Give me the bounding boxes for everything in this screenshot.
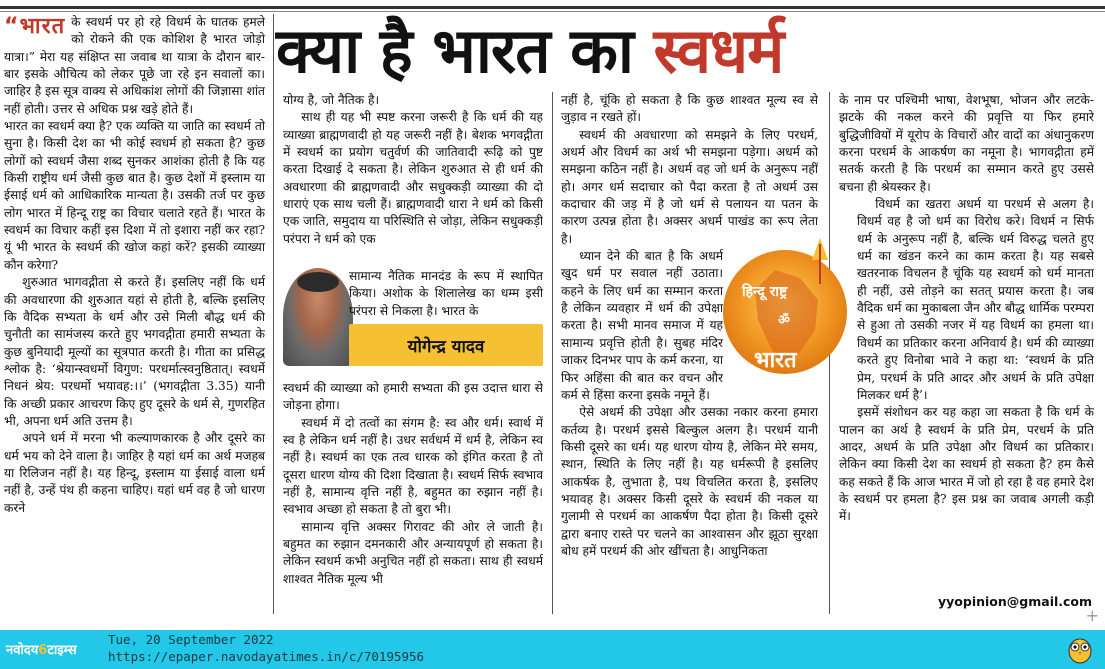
author-email: yyopinion@gmail.com: [938, 594, 1093, 609]
paragraph: सामान्य वृत्ति अक्सर गिरावट की ओर ले जाती है। बहुमत का रुझान दमनकारी और अन्यायपूर्ण हो सकता है। लेकिन स्वधर्म कभी अनुचित नहीं हो सकता। साथ ही स्वधर्म शाश्वत नैतिक मूल्य भी: [283, 519, 543, 586]
emblem-title: हिन्दू राष्ट्र: [742, 284, 788, 300]
header-rule-thin: [0, 11, 1105, 12]
paragraph: शुरुआत भागवद्गीता से करते हैं। इसलिए नहीं कि धर्म की अवधारणा की शुरुआत यहां से होती है, बल्कि इसलिए कि वैदिक सभ्यता के धर्म और उसे मिली बौद्ध धर्म की चुनौती का सामंजस्य करते हुए भगवद्गीता हमारी सभ्यता के कुछ बुनियादी मूल्यों का सूत्रपात करती है। गीता का प्रसिद्ध श्लोक है: ‘श्रेयान्स्वधर्मो विगुण: परधर्मात्स्वनुष्ठितात्। स्वधर्मे निधनं श्रेय: परधर्मो भयावह:।।’ (भगवद्गीता 3.35) यानी कि अच्छी प्रकार आचरण किए हुए दूसरे के धर्म से, गुणरहित भी, अपना धर्म अति उत्तम है।: [4, 275, 265, 428]
paragraph: विधर्म का खतरा अधर्म या परधर्म से अलग है। विधर्म वह है जो धर्म का विरोध करे। विधर्म न सिर्फ धर्म के अनुरूप नहीं है, बल्कि धर्म विरुद्ध चलते हुए धर्म का खंडन करने का काम करता है। यह सबसे खतरनाक विचलन है चूंकि यह स्वधर्म को धर्म मानता ही नहीं, उसे तोड़ने का सतत् प्रयास करता है। जब वैदिक धर्म का मुकाबला जैन और बौद्ध धार्मिक परम्परा से हुआ तो उसकी नजर में यह विधर्म का हमला था। विधर्म का प्रतिकार करना अनिवार्य है। धर्म की व्याख्या करते हुए विनोबा भावे ने कहा था: ‘स्वधर्म के प्रति प्रेम, परधर्म के प्रति आदर और अधर्म के प्रति उपेक्षा मिलकर धर्म है’।: [857, 197, 1094, 402]
header-rule: [0, 6, 1105, 9]
paragraph: ध्यान देने की बात है कि अधर्म खुद धर्म पर सवाल नहीं उठाता। कहने के लिए धर्म का सम्मान करता है लेकिन व्यवहार में धर्म की उपेक्षा करता है। सभी मानव समाज में यह सामान्य प्रवृत्ति होती है। सुबह मंदिर जाकर दिनभर पाप के कर्म करना, या फिर अहिंसा की बात कर वचन और कर्म से हिंसा करना इसके नमूने हैं।: [561, 249, 723, 402]
article-headline: [276, 14, 1096, 88]
paragraph: ऐसे अधर्म की उपेक्षा और उसका नकार करना हमारा कर्तव्य है। परधर्म इससे बिल्कुल अलग है। परधर्म यानी किसी दूसरे का धर्म। यह धारण योग्य है, लेकिन मेरे समय, स्थान, स्थिति के लिए नहीं है। यह धर्मरूपी है इसलिए आकर्षक है, लुभाता है, पथ विचलित करता है, इसलिए भयावह है। अक्सर किसी दूसरे के स्वधर्म की नकल या गुलामी से परधर्म का आकर्षण पैदा होता है। किसी दूसरे द्वारा बनाए रास्ते पर चलने का आश्वासन और झूठा सुरक्षा बोध हमें परधर्म की ओर खींचता है। आधुनिकता: [561, 405, 818, 558]
author-photo: [283, 268, 353, 366]
article-column-4: [839, 92, 1094, 600]
paragraph: स्वधर्म में दो तत्वों का संगम है: स्व और धर्म। स्वार्थ में स्व है लेकिन धर्म नहीं है। उधर सर्वधर्म में धर्म है, लेकिन स्व नहीं है। स्वधर्म का एक तत्व धारक को इंगित करता है तो दूसरा धारण योग्य की दिशा दिखाता है। स्वधर्म सिर्फ स्वभाव नहीं है, सामान्य वृत्ति नहीं है, बहुमत का रुझान नहीं है। स्वभाव अच्छा हो सकता है तो बुरा भी।: [283, 415, 543, 517]
author-box: [283, 268, 543, 370]
paragraph: स्वधर्म की अवधारणा को समझने के लिए परधर्म, अधर्म और विधर्म का अर्थ भी समझना पड़ेगा। अधर्म को समझना कठिन नहीं है। अधर्म वह जो धर्म के अनुरूप नहीं हो। अगर धर्म सदाचार को पैदा करता है तो अधर्म उस कदाचार की जड़ में है जो धर्म से पलायन या पतन के कारण उत्पन्न होता है। अक्सर अधर्म पाखंड का रूप लेता है।: [561, 127, 818, 246]
author-name-bar: [349, 324, 543, 366]
lead-quote: “भारत: [4, 14, 66, 39]
owl-icon[interactable]: [1065, 634, 1095, 664]
brand-number: 6: [38, 643, 48, 658]
paragraph: साथ ही यह भी स्पष्ट करना जरूरी है कि धर्म की यह व्याख्या ब्राह्मणवादी हो यह जरूरी नहीं है। बेशक भगवद्गीता में स्वधर्म का प्रयोग चतुर्वर्ण की जातिवादी रूढ़ि को पुष्ट करता दिखाई दे सकता है। लेकिन शुरुआत से ही धर्म की अवधारणा की ब्राह्मणवादी और सधुक्कड़ी व्याख्या की दो धाराएं एक साथ चली हैं। ब्राह्मणवादी धारा ने धर्म को किसी एक जाति, समुदाय या परिस्थिति से जोड़ा, लेकिन सधुक्कड़ी परंपरा ने धर्म को एक: [283, 110, 543, 246]
brand-name-right: टाइम्स: [47, 643, 77, 658]
author-name: योगेन्द्र यादव: [407, 337, 485, 357]
paragraph: भारत का स्वधर्म क्या है? एक व्यक्ति या जाति का स्वधर्म तो सुना है। किसी देश का भी कोई स्वधर्म हो सकता है? कुछ लोगों को स्वधर्म जैसा शब्द सुनकर आशंका होती है कि यह किसी राष्ट्रीय धर्म जैसी कुछ बात है। कुछ देशों में इस्लाम या ईसाई धर्म को आधिकारिक मान्यता है। उसकी तर्ज पर कुछ लोग भारत में हिन्दू राष्ट्र का विचार चलाते रहते हैं। भारत के स्वधर्म का विचार कहीं इस दिशा में तो इशारा नहीं कर रहा? यूं भी भारत के स्वधर्म की खोज कहां करें? इसकी व्याख्या कौन करेगा?: [4, 119, 265, 272]
headline-part-2: स्वधर्म: [653, 14, 784, 87]
epaper-url[interactable]: https://epaper.navodayatimes.in/c/70195956: [108, 649, 425, 664]
paragraph: के नाम पर पश्चिमी भाषा, वेशभूषा, भोजन और लटके-झटके की नकल करने की प्रवृत्ति या फिर हमारे बुद्धिजीवियों में यूरोप के विचारों और वादों का अंधानुकरण करना परधर्म के आकर्षण का नमूना है। भागवद्गीता हमें सतर्क करती है कि परधर्म का सम्मान करते हुए उससे बचना ही श्रेयस्कर है।: [839, 93, 1094, 194]
paragraph: नहीं है, चूंकि हो सकता है कि कुछ शाश्वत मूल्य स्व से जुड़ाव न रखते हों।: [561, 93, 818, 125]
paragraph: इसमें संशोधन कर यह कहा जा सकता है कि धर्म के पालन का अर्थ है स्वधर्म के प्रति प्रेम, परधर्म के प्रति आदर, अधर्म के प्रति उपेक्षा और विधर्म का प्रतिकार। लेकिन क्या किसी देश का स्वधर्म हो सकता है? हम कैसे कह सकते हैं कि आज भारत में जो हो रहा है वह हमारे देश के स्वधर्म पर हमला है? इस प्रश्न का जवाब अगली कड़ी में।: [839, 405, 1094, 524]
column-divider: [273, 14, 274, 614]
author-intro-text: सामान्य नैतिक मानदंड के रूप में स्थापित किया। अशोक के शिलालेख का धम्म इसी परंपरा से निकला है। भारत के: [349, 269, 543, 318]
edition-date: Tue, 20 September 2022: [108, 632, 274, 647]
plus-icon: +: [1085, 606, 1099, 625]
paragraph: स्वधर्म की व्याख्या को हमारी सभ्यता की इस उदात्त धारा से जोड़ना होगा।: [283, 381, 543, 413]
epaper-footer: [0, 630, 1105, 669]
om-icon: ॐ: [778, 313, 790, 328]
article-column-1: [4, 14, 265, 614]
article-column-2-top: [283, 92, 543, 266]
headline-part-1: क्या है भारत का: [276, 14, 654, 87]
paragraph: योग्य है, जो नैतिक है।: [283, 93, 380, 107]
brand-logo[interactable]: [6, 640, 77, 658]
paragraph: अपने धर्म में मरना भी कल्याणकारक है और दूसरे का धर्म भय को देने वाला है। जाहिर है यहां धर्म का अर्थ मजहब या रिलिजन नहीं है। यह हिन्दू, इस्लाम या ईसाई वाला धर्म नहीं है, उन्हें पंथ ही कहना चाहिए। यहां धर्म वह है जो धारण करने: [4, 431, 265, 515]
emblem-subtitle: भारत: [754, 348, 797, 373]
article-column-2-bottom: [283, 380, 543, 614]
paragraph: के स्वधर्म पर हो रहे विधर्म के घातक हमले को रोकने की एक कोशिश है भारत जोड़ो यात्रा।” मेरा यह संक्षिप्त सा जवाब था यात्रा के दौरान बार-बार इसके औचित्य को लेकर पूछे जा रहे इन सवालों का। जाहिर है इस सूत्र वाक्य से अधिकांश लोगों की जिज्ञासा शांत नहीं होती। उत्तर से अधिक प्रश्न खड़े होते हैं।: [4, 15, 265, 116]
emblem-illustration: [720, 230, 850, 400]
column-divider: [552, 92, 553, 614]
brand-name-left: नवोदय: [6, 643, 39, 658]
